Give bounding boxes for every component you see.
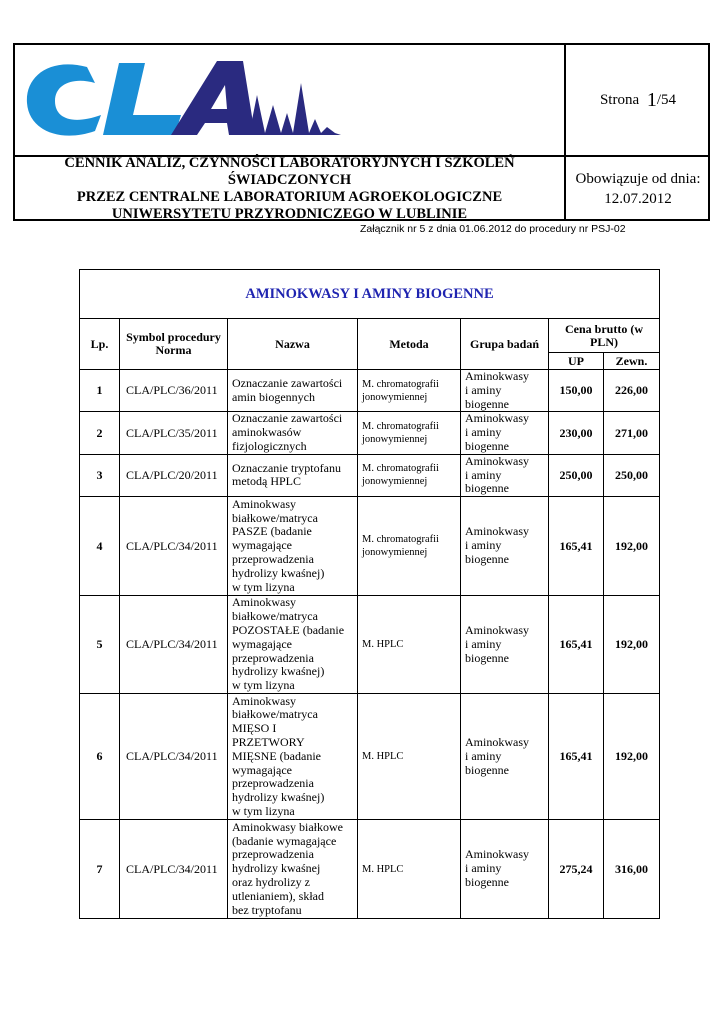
validity-label: Obowiązuje od dnia: xyxy=(575,171,701,187)
cell-group-line: i aminy xyxy=(465,538,502,553)
cell-symbol: CLA/PLC/34/2011 xyxy=(120,596,228,694)
col-header-lp: Lp. xyxy=(80,319,120,370)
col-header-symbol: Symbol procedury Norma xyxy=(120,319,228,370)
cell-name-line: w tym lizyna xyxy=(232,579,295,594)
cell-name-line: wymagające xyxy=(232,538,292,553)
cell-group-line: Aminokwasy xyxy=(465,524,529,539)
cell-name xyxy=(228,596,358,694)
cell-price-up: 250,00 xyxy=(549,454,604,496)
cell-group-line: biogenne xyxy=(465,396,509,411)
cell-price-ext: 316,00 xyxy=(604,820,660,919)
cell-name-line: białkowe/matryca xyxy=(232,510,318,525)
validity-box xyxy=(566,157,710,221)
cell-method xyxy=(358,370,461,412)
cell-name-line: hydrolizy kwaśnej xyxy=(232,861,321,876)
cell-group-line: Aminokwasy xyxy=(465,369,529,383)
cell-name-line: MIĘSNE (badanie xyxy=(232,748,321,763)
cell-group-line: i aminy xyxy=(465,425,502,440)
cell-method-line: M. HPLC xyxy=(362,639,404,651)
cell-name xyxy=(228,370,358,412)
table-row xyxy=(80,412,660,454)
cell-name-line: hydrolizy kwaśnej) xyxy=(232,565,325,580)
col-header-group: Grupa badań xyxy=(461,319,549,370)
cell-name xyxy=(228,412,358,454)
cell-group xyxy=(461,820,549,919)
cell-name-line: MIĘSO I xyxy=(232,721,277,736)
cell-price-up: 165,41 xyxy=(549,596,604,694)
cell-name-line: w tym lizyna xyxy=(232,678,295,693)
cell-method-line: M. HPLC xyxy=(362,863,404,875)
cell-method-line: jonowymiennej xyxy=(362,391,428,403)
cell-group-line: i aminy xyxy=(465,748,502,763)
cell-group xyxy=(461,497,549,596)
annex-note: Załącznik nr 5 z dnia 01.06.2012 do procedury nr PSJ-02 xyxy=(360,223,626,235)
cell-method-line: jonowymiennej xyxy=(362,434,428,446)
cell-method xyxy=(358,412,461,454)
cell-group-line: i aminy xyxy=(465,636,502,651)
cell-group-line: biogenne xyxy=(465,481,509,496)
cell-group-line: Aminokwasy xyxy=(465,453,529,468)
cell-name-line: (badanie wymagające xyxy=(232,833,337,848)
cell-method-line: jonowymiennej xyxy=(362,476,428,488)
section-title: AMINOKWASY I AMINY BIOGENNE xyxy=(80,270,660,319)
title-line: CENNIK ANALIZ, CZYNNOŚCI LABORATORYJNYCH I SZKOLEŃ xyxy=(64,155,515,171)
cell-group-line: i aminy xyxy=(465,861,502,876)
cell-name-line: PASZE (badanie xyxy=(232,524,312,539)
cell-name-line: Aminokwasy xyxy=(232,496,296,511)
cell-name xyxy=(228,497,358,596)
cell-group-line: Aminokwasy xyxy=(465,734,529,749)
cell-name-line: Aminokwasy xyxy=(232,595,296,610)
cell-name-line: oraz hydrolizy z xyxy=(232,875,310,890)
cell-name-line: metodą HPLC xyxy=(232,474,301,489)
cell-name-line: fizjologicznych xyxy=(232,438,307,453)
cell-price-ext: 226,00 xyxy=(604,370,660,412)
table-row xyxy=(80,454,660,496)
page-current: 1 xyxy=(646,88,657,111)
cell-name-line: hydrolizy kwaśnej) xyxy=(232,790,325,805)
cell-symbol: CLA/PLC/34/2011 xyxy=(120,694,228,820)
cell-method-line: jonowymiennej xyxy=(362,547,428,559)
cell-name-line: utlenianiem), skład xyxy=(232,888,324,903)
cell-lp: 2 xyxy=(80,412,120,454)
cell-symbol: CLA/PLC/36/2011 xyxy=(120,370,228,412)
cell-lp: 1 xyxy=(80,370,120,412)
cell-lp: 5 xyxy=(80,596,120,694)
cell-group-line: biogenne xyxy=(465,552,509,567)
cell-price-ext: 271,00 xyxy=(604,412,660,454)
cell-price-up: 165,41 xyxy=(549,694,604,820)
document-title xyxy=(15,157,564,221)
validity-date: 12.07.2012 xyxy=(604,191,672,207)
cell-name-line: aminokwasów xyxy=(232,425,302,440)
cell-name-line: w tym lizyna xyxy=(232,803,295,818)
col-header-up: UP xyxy=(549,353,604,370)
cell-lp: 7 xyxy=(80,820,120,919)
cell-group xyxy=(461,454,549,496)
cell-method xyxy=(358,497,461,596)
cell-name-line: amin biogennych xyxy=(232,389,315,404)
cell-price-up: 150,00 xyxy=(549,370,604,412)
cell-name-line: wymagające xyxy=(232,636,292,651)
cell-method-line: M. chromatografii xyxy=(362,421,439,433)
cell-group-line: biogenne xyxy=(465,875,509,890)
cell-name-line: przeprowadzenia xyxy=(232,552,314,567)
cell-method xyxy=(358,596,461,694)
cell-group-line: Aminokwasy xyxy=(465,622,529,637)
cell-symbol: CLA/PLC/34/2011 xyxy=(120,820,228,919)
cell-name-line: białkowe/matryca xyxy=(232,609,318,624)
cell-group-line: i aminy xyxy=(465,467,502,482)
cell-price-ext: 192,00 xyxy=(604,694,660,820)
title-line: PRZEZ CENTRALNE LABORATORIUM AGROEKOLOGICZNE xyxy=(76,189,503,205)
cell-name xyxy=(228,694,358,820)
table-row xyxy=(80,370,660,412)
page-total: /54 xyxy=(656,91,677,108)
cell-name-line: przeprowadzenia xyxy=(232,650,314,665)
cell-name-line: hydrolizy kwaśnej) xyxy=(232,664,325,679)
cell-name-line: wymagające xyxy=(232,762,292,777)
table-row xyxy=(80,694,660,820)
cell-name-line: Oznaczanie tryptofanu xyxy=(232,460,341,475)
document-header xyxy=(13,43,710,221)
cell-price-ext: 250,00 xyxy=(604,454,660,496)
cell-symbol: CLA/PLC/34/2011 xyxy=(120,497,228,596)
cell-name-line: Aminokwasy xyxy=(232,693,296,708)
cell-symbol: CLA/PLC/35/2011 xyxy=(120,412,228,454)
cell-group xyxy=(461,596,549,694)
cell-price-up: 275,24 xyxy=(549,820,604,919)
cell-name-line: przeprowadzenia xyxy=(232,776,314,791)
cell-lp: 4 xyxy=(80,497,120,596)
cell-group-line: Aminokwasy xyxy=(465,847,529,862)
cell-group xyxy=(461,694,549,820)
col-header-method: Metoda xyxy=(358,319,461,370)
cell-name xyxy=(228,820,358,919)
col-header-ext: Zewn. xyxy=(604,353,660,370)
cell-group xyxy=(461,370,549,412)
page-label: Strona xyxy=(599,91,640,108)
cell-lp: 3 xyxy=(80,454,120,496)
cell-method-line: M. chromatografii xyxy=(362,534,439,546)
table-row xyxy=(80,497,660,596)
cell-method-line: M. chromatografii xyxy=(362,378,439,390)
cell-price-ext: 192,00 xyxy=(604,497,660,596)
cell-name-line: przeprowadzenia xyxy=(232,847,314,862)
cell-price-ext: 192,00 xyxy=(604,596,660,694)
cell-group xyxy=(461,412,549,454)
price-table xyxy=(79,269,660,919)
cell-name xyxy=(228,454,358,496)
cell-group-line: biogenne xyxy=(465,762,509,777)
col-header-name: Nazwa xyxy=(228,319,358,370)
cell-name-line: PRZETWORY xyxy=(232,734,305,749)
cell-price-up: 165,41 xyxy=(549,497,604,596)
cell-method xyxy=(358,694,461,820)
cell-lp: 6 xyxy=(80,694,120,820)
table-row xyxy=(80,596,660,694)
title-line: ŚWIADCZONYCH xyxy=(227,172,352,188)
cell-name-line: bez tryptofanu xyxy=(232,902,302,917)
cell-method-line: M. chromatografii xyxy=(362,463,439,475)
page-number xyxy=(566,45,710,155)
cell-name-line: białkowe/matryca xyxy=(232,707,318,722)
cell-name-line: Aminokwasy białkowe xyxy=(232,819,343,834)
cell-name-line: Oznaczanie zawartości xyxy=(232,375,343,390)
cell-method xyxy=(358,454,461,496)
cell-group-line: Aminokwasy xyxy=(465,411,529,426)
cell-group-line: biogenne xyxy=(465,438,509,453)
cell-method xyxy=(358,820,461,919)
title-line: UNIWERSYTETU PRZYRODNICZEGO W LUBLINIE xyxy=(111,206,468,222)
cell-symbol: CLA/PLC/20/2011 xyxy=(120,454,228,496)
cell-name-line: POZOSTAŁE (badanie xyxy=(232,622,345,637)
cell-name-line: Oznaczanie zawartości xyxy=(232,411,343,426)
table-row xyxy=(80,820,660,919)
col-header-price: Cena brutto (w PLN) xyxy=(549,319,660,353)
cell-method-line: M. HPLC xyxy=(362,751,404,763)
cell-group-line: biogenne xyxy=(465,650,509,665)
cell-price-up: 230,00 xyxy=(549,412,604,454)
cell-group-line: i aminy xyxy=(465,382,502,397)
cla-logo xyxy=(21,53,341,143)
